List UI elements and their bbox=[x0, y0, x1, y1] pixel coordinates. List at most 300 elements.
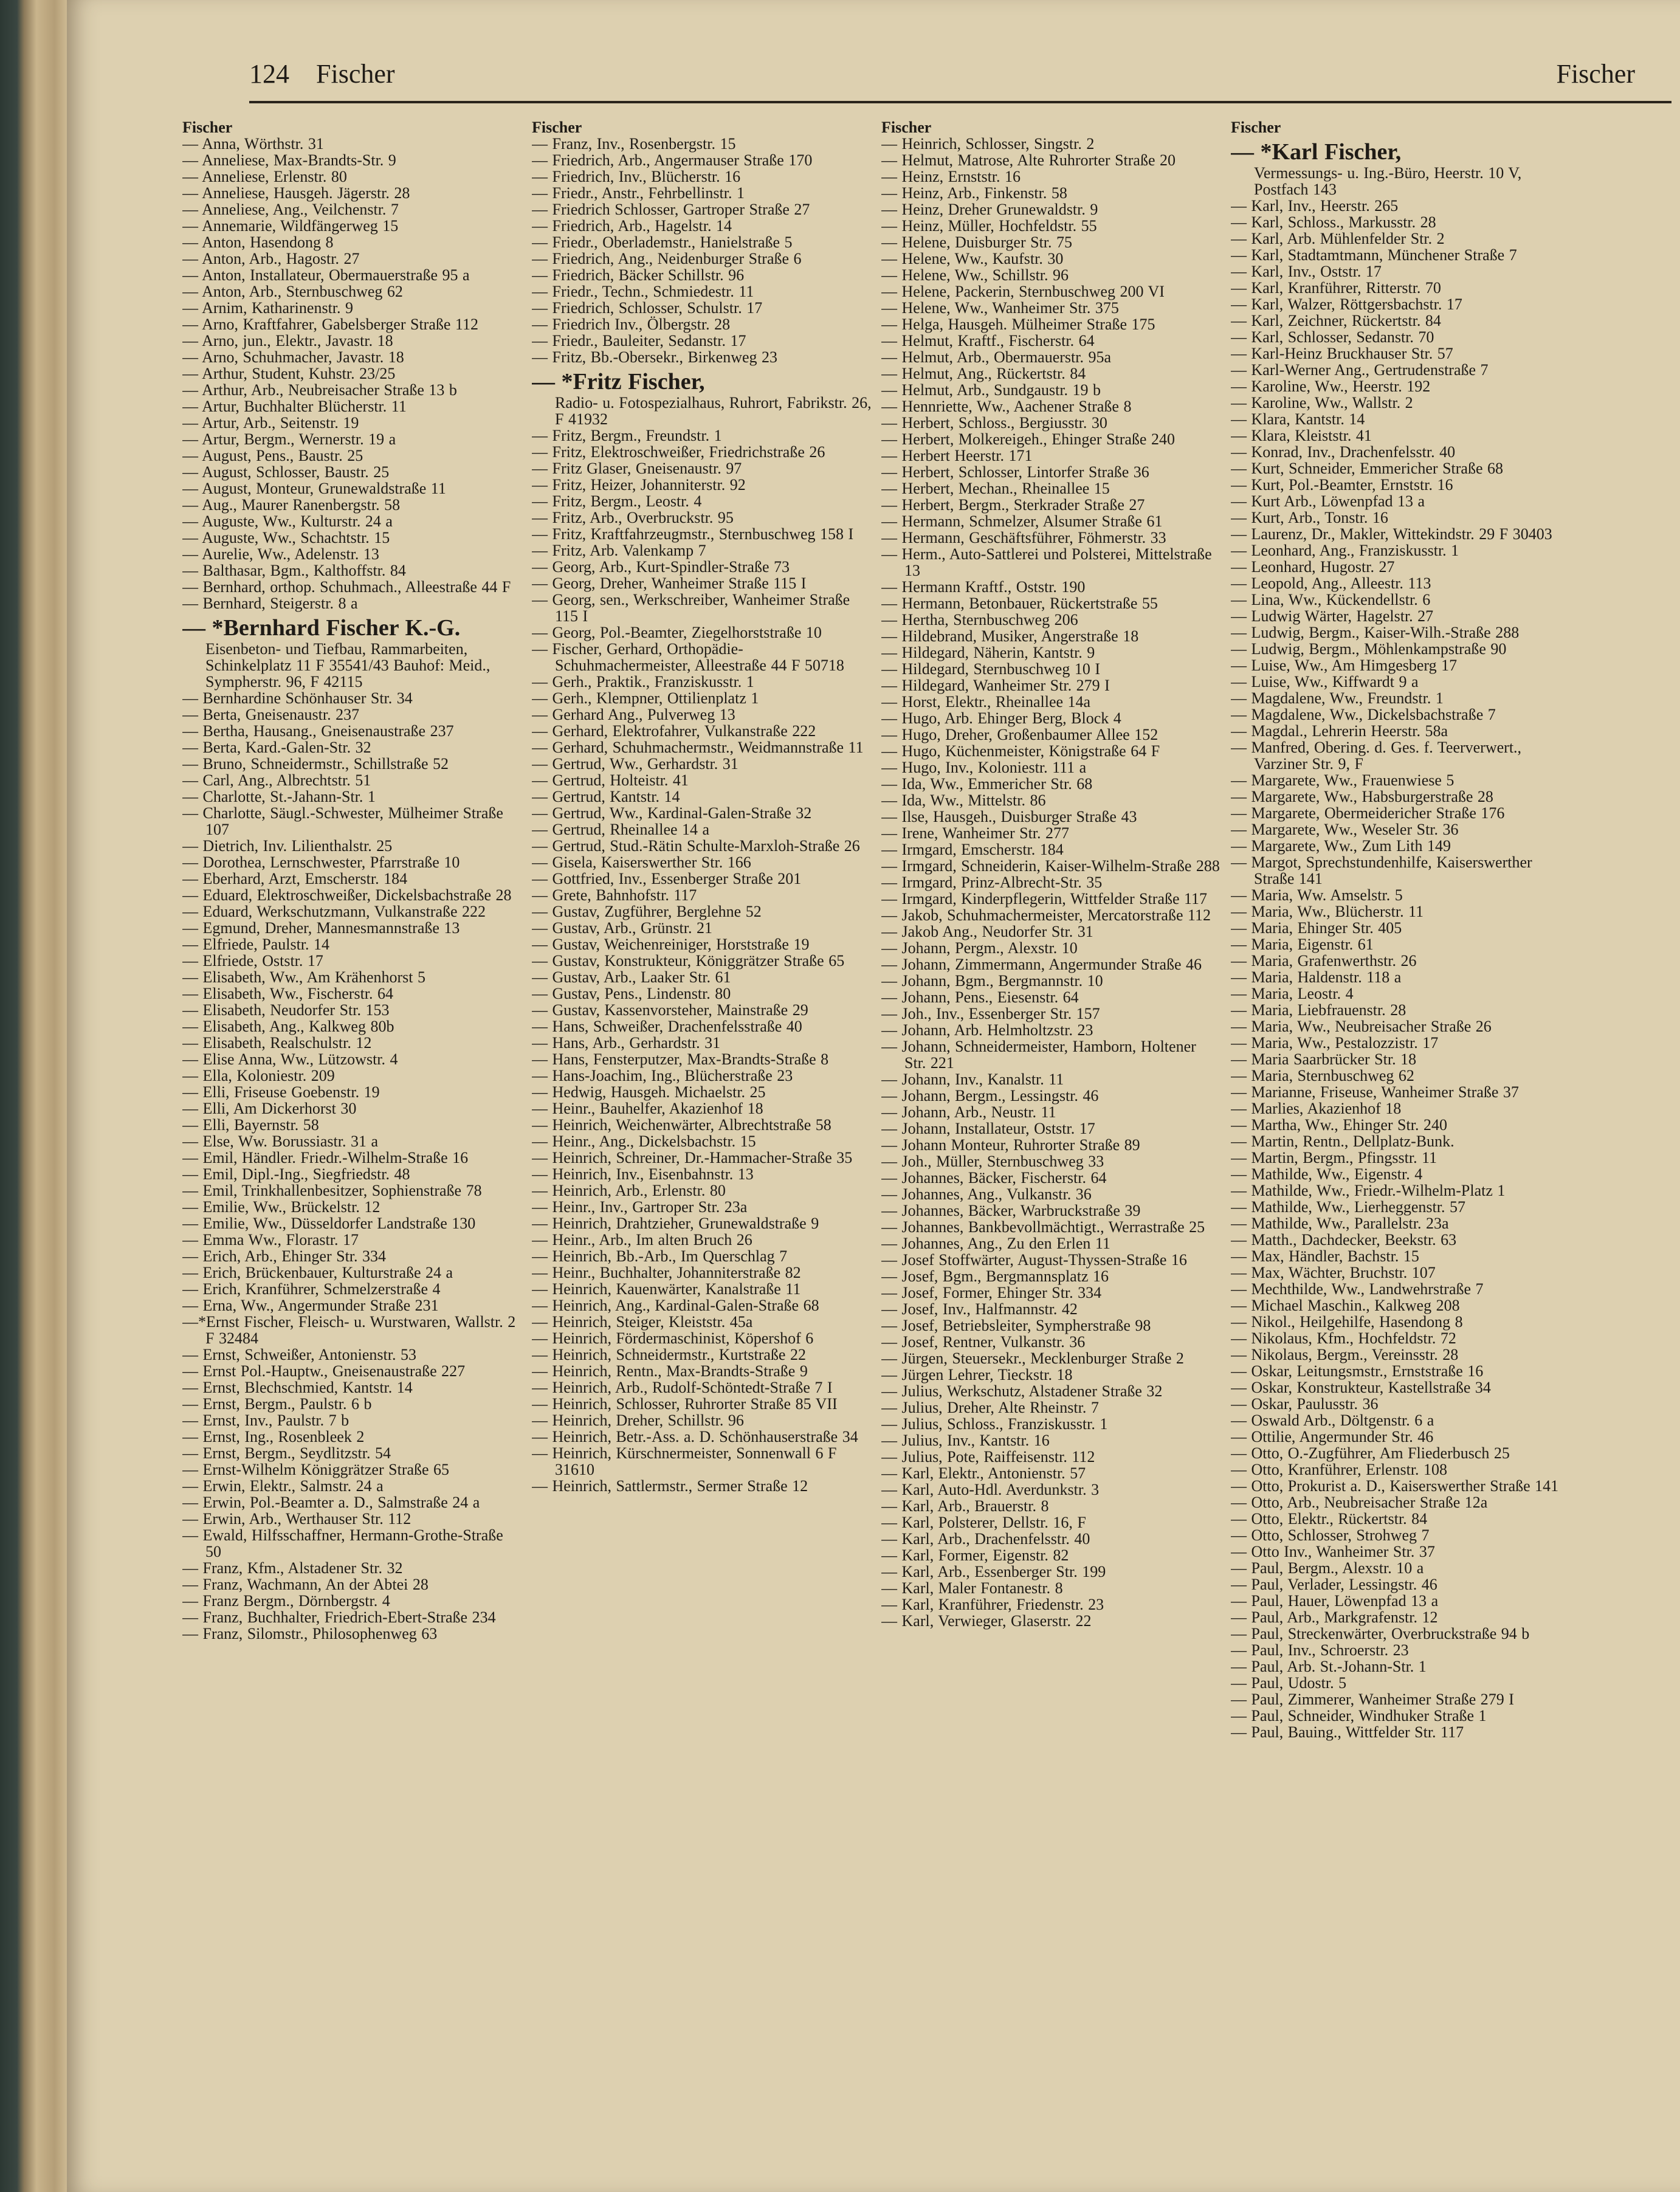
directory-entry: — Elisabeth, Ww., Fischerstr. 64 bbox=[182, 985, 394, 1002]
directory-entry: — Emilie, Ww., Brückelstr. 12 bbox=[182, 1198, 380, 1216]
business-name: — *Bernhard Fischer K.-G. bbox=[182, 615, 461, 641]
directory-entry: — Dorothea, Lernschwester, Pfarrstraße 10 bbox=[182, 853, 460, 871]
directory-entry: — Eberhard, Arzt, Emscherstr. 184 bbox=[182, 870, 408, 887]
directory-entry: — Artur, Arb., Seitenstr. 19 bbox=[182, 414, 359, 432]
directory-entry: — Auguste, Ww., Kulturstr. 24 a bbox=[182, 512, 393, 530]
directory-entry: — Ernst, Bergm., Seydlitzstr. 54 bbox=[182, 1444, 391, 1462]
directory-entry: — Grete, Bahnhofstr. 117 bbox=[532, 886, 697, 904]
directory-entry: — Hildegard, Wanheimer Str. 279 I bbox=[881, 677, 1110, 694]
directory-entry: — Artur, Bergm., Wernerstr. 19 a bbox=[182, 430, 396, 448]
directory-entry: — Eduard, Elektroschweißer, Dickelsbachstraße 28 bbox=[182, 886, 512, 904]
directory-entry: — Johannes, Bankbevollmächtigt., Werrastraße 25 bbox=[881, 1218, 1205, 1236]
directory-entry: — Luise, Ww., Kiffwardt 9 a bbox=[1231, 673, 1419, 691]
directory-entry: — Josef, Inv., Halfmannstr. 42 bbox=[881, 1300, 1078, 1318]
directory-entry: — Gerh., Klempner, Ottilienplatz 1 bbox=[532, 689, 759, 707]
directory-entry: — Karl, Verwieger, Glaserstr. 22 bbox=[881, 1612, 1092, 1630]
directory-entry: — Heinrich, Bb.-Arb., Im Querschlag 7 bbox=[532, 1247, 788, 1265]
directory-entry: — Magdalene, Ww., Freundstr. 1 bbox=[1231, 689, 1444, 707]
column-1 bbox=[182, 119, 523, 2174]
directory-columns bbox=[182, 119, 1605, 2174]
directory-entry: — Arno, jun., Elektr., Javastr. 18 bbox=[182, 332, 393, 350]
directory-entry: — Heinz, Ernststr. 16 bbox=[881, 168, 1021, 185]
directory-entry: — Paul, Zimmerer, Wanheimer Straße 279 I bbox=[1231, 1691, 1514, 1708]
directory-entry: — Johann, Arb. Helmholtzstr. 23 bbox=[881, 1021, 1093, 1039]
directory-entry: — Hennriette, Ww., Aachener Straße 8 bbox=[881, 398, 1132, 415]
directory-entry: — Annemarie, Wildfängerweg 15 bbox=[182, 217, 399, 235]
directory-entry: — Heinrich, Schneidermstr., Kurtstraße 22 bbox=[532, 1346, 806, 1363]
directory-entry: — Hermann Kraftf., Oststr. 190 bbox=[881, 578, 1086, 596]
directory-entry: — Hedwig, Hausgeh. Michaelstr. 25 bbox=[532, 1083, 766, 1101]
directory-entry: — Hildegard, Sternbuschweg 10 I bbox=[881, 660, 1100, 678]
directory-entry: — Heinrich, Betr.-Ass. a. D. Schönhauserstraße 34 bbox=[532, 1428, 858, 1446]
directory-entry: — Hertha, Sternbuschweg 206 bbox=[881, 611, 1078, 629]
directory-entry: — Johann, Pens., Eiesenstr. 64 bbox=[881, 988, 1079, 1006]
directory-entry: — Gerh., Praktik., Franziskusstr. 1 bbox=[532, 673, 754, 691]
directory-entry: — August, Schlosser, Baustr. 25 bbox=[182, 463, 390, 481]
directory-entry: — Elfriede, Paulstr. 14 bbox=[182, 936, 330, 953]
directory-entry: — Emil, Dipl.-Ing., Siegfriedstr. 48 bbox=[182, 1165, 410, 1183]
directory-entry: — Helene, Ww., Kaufstr. 30 bbox=[881, 250, 1064, 267]
directory-entry: — Johann Monteur, Ruhrorter Straße 89 bbox=[881, 1136, 1140, 1154]
directory-entry: — Klara, Kantstr. 14 bbox=[1231, 410, 1365, 428]
directory-entry: — Karl, Auto-Hdl. Averdunkstr. 3 bbox=[881, 1481, 1100, 1498]
directory-entry: — Heinr., Ang., Dickelsbachstr. 15 bbox=[532, 1132, 756, 1150]
directory-entry: — Julius, Schloss., Franziskusstr. 1 bbox=[881, 1415, 1108, 1433]
directory-entry: — Margarete, Ww., Frauenwiese 5 bbox=[1231, 771, 1455, 789]
business-entry bbox=[532, 369, 872, 427]
directory-entry: — Josef, Rentner, Vulkanstr. 36 bbox=[881, 1333, 1086, 1351]
directory-entry: — Bernhardine Schönhauser Str. 34 bbox=[182, 689, 413, 707]
directory-entry: — Balthasar, Bgm., Kalthoffstr. 84 bbox=[182, 562, 406, 579]
directory-entry: — Elli, Friseuse Goebenstr. 19 bbox=[182, 1083, 380, 1101]
directory-entry: — Hans, Arb., Gerhardstr. 31 bbox=[532, 1034, 721, 1052]
directory-entry: — Anton, Installateur, Obermauerstraße 95 a bbox=[182, 266, 470, 284]
directory-entry: — Anneliese, Hausgeh. Jägerstr. 28 bbox=[182, 184, 410, 202]
directory-entry: — Gerhard, Schuhmachermstr., Weidmannstraße 11 bbox=[532, 739, 864, 756]
directory-entry: — Otto, Prokurist a. D., Kaiserswerther Straße 141 bbox=[1231, 1477, 1559, 1495]
directory-entry: — Erich, Kranführer, Schmelzerstraße 4 bbox=[182, 1280, 441, 1298]
directory-entry: — Karl-Heinz Bruckhauser Str. 57 bbox=[1231, 345, 1453, 362]
directory-entry: — Elisabeth, Ang., Kalkweg 80b bbox=[182, 1018, 394, 1035]
directory-entry: — Anton, Hasendong 8 bbox=[182, 233, 334, 251]
directory-entry: — Otto, Kranführer, Erlenstr. 108 bbox=[1231, 1461, 1448, 1478]
directory-entry: — Arno, Kraftfahrer, Gabelsberger Straße 112 bbox=[182, 315, 478, 333]
directory-entry: — Hermann, Betonbauer, Rückertstraße 55 bbox=[881, 595, 1158, 612]
directory-entry: — Marlies, Akazienhof 18 bbox=[1231, 1100, 1402, 1117]
directory-entry: — Heinrich, Dreher, Schillstr. 96 bbox=[532, 1411, 744, 1429]
directory-entry: — Gustav, Pens., Lindenstr. 80 bbox=[532, 985, 731, 1002]
directory-entry: — Ella, Koloniestr. 209 bbox=[182, 1067, 335, 1084]
directory-entry: — Helmut, Ang., Rückertstr. 84 bbox=[881, 365, 1086, 382]
directory-entry: — Arnim, Katharinenstr. 9 bbox=[182, 299, 354, 317]
directory-entry: — Martha, Ww., Ehinger Str. 240 bbox=[1231, 1116, 1447, 1134]
directory-entry: — Karl, Inv., Oststr. 17 bbox=[1231, 263, 1382, 280]
directory-entry: — Gerhard Ang., Pulverweg 13 bbox=[532, 706, 735, 723]
directory-entry: — Heinz, Müller, Hochfeldstr. 55 bbox=[881, 217, 1097, 235]
directory-entry: — Maria Saarbrücker Str. 18 bbox=[1231, 1050, 1417, 1068]
directory-entry: — Kurt, Schneider, Emmericher Straße 68 bbox=[1231, 460, 1503, 477]
directory-entry: — Johannes, Bäcker, Warbruckstraße 39 bbox=[881, 1202, 1141, 1219]
directory-entry: — Heinrich, Arb., Rudolf-Schöntedt-Straße 7 I bbox=[532, 1379, 833, 1396]
directory-entry: — Heinz, Arb., Finkenstr. 58 bbox=[881, 184, 1067, 202]
directory-entry: — Gerhard, Elektrofahrer, Vulkanstraße 222 bbox=[532, 722, 816, 740]
directory-entry: — Margarete, Obermeidericher Straße 176 bbox=[1231, 804, 1505, 822]
business-details: Vermessungs- u. Ing.-Büro, Heerstr. 10 V, Postfach 143 bbox=[1254, 164, 1522, 198]
directory-entry: — Karl, Zeichner, Rückertstr. 84 bbox=[1231, 312, 1441, 329]
directory-entry: — Maria, Grafenwerthstr. 26 bbox=[1231, 952, 1417, 970]
directory-entry: — Paul, Verlader, Lessingstr. 46 bbox=[1231, 1576, 1437, 1593]
directory-entry: — Fritz, Elektroschweißer, Friedrichstraße 26 bbox=[532, 443, 825, 461]
directory-entry: — Heinrich, Drahtzieher, Grunewaldstraße 9 bbox=[532, 1215, 819, 1232]
directory-entry: — Ilse, Hausgeh., Duisburger Straße 43 bbox=[881, 808, 1137, 825]
directory-entry: — Gustav, Kassenvorsteher, Mainstraße 29 bbox=[532, 1001, 808, 1019]
directory-entry: — Paul, Streckenwärter, Overbruckstraße 94 b bbox=[1231, 1625, 1530, 1642]
directory-entry: — Oskar, Konstrukteur, Kastellstraße 34 bbox=[1231, 1379, 1491, 1396]
directory-entry: — Fritz, Bb.-Obersekr., Birkenweg 23 bbox=[532, 348, 778, 366]
directory-entry: — Irene, Wanheimer Str. 277 bbox=[881, 824, 1070, 842]
directory-entry: — Mechthilde, Ww., Landwehrstraße 7 bbox=[1231, 1280, 1484, 1298]
running-head-right: Fischer bbox=[1556, 59, 1635, 89]
column-4 bbox=[1231, 119, 1571, 2174]
directory-entry: — Anton, Arb., Hagostr. 27 bbox=[182, 250, 360, 267]
directory-entry: — Lina, Ww., Kückendellstr. 6 bbox=[1231, 591, 1431, 608]
directory-entry: — Max, Wächter, Bruchstr. 107 bbox=[1231, 1264, 1436, 1281]
directory-entry: — Ludwig, Bergm., Kaiser-Wilh.-Straße 288 bbox=[1231, 624, 1520, 641]
directory-entry: — Maria, Leostr. 4 bbox=[1231, 985, 1354, 1002]
directory-entry: — Arno, Schuhmacher, Javastr. 18 bbox=[182, 348, 404, 366]
directory-entry: — Ernst, Schweißer, Antonienstr. 53 bbox=[182, 1346, 416, 1363]
running-head-left: Fischer bbox=[316, 59, 395, 89]
directory-entry: — Maria, Haldenstr. 118 a bbox=[1231, 968, 1402, 986]
directory-entry: — Gisela, Kaiserswerther Str. 166 bbox=[532, 853, 751, 871]
directory-entry: —*Ernst Fischer, Fleisch- u. Wurstwaren, Wallstr. 2 F 32484 bbox=[182, 1313, 516, 1347]
directory-entry: — Heinr., Arb., Im alten Bruch 26 bbox=[532, 1231, 752, 1249]
directory-entry: — Hermann, Schmelzer, Alsumer Straße 61 bbox=[881, 512, 1163, 530]
directory-entry: — Paul, Arb., Markgrafenstr. 12 bbox=[1231, 1608, 1438, 1626]
directory-entry: — Joh., Müller, Sternbuschweg 33 bbox=[881, 1153, 1104, 1170]
directory-entry: — Josef Stoffwärter, August-Thyssen-Straße 16 bbox=[881, 1251, 1187, 1269]
directory-entry: — Fritz, Heizer, Johanniterstr. 92 bbox=[532, 476, 746, 494]
directory-entry: — Erich, Brückenbauer, Kulturstraße 24 a bbox=[182, 1264, 453, 1281]
directory-entry: — Gottfried, Inv., Essenberger Straße 201 bbox=[532, 870, 802, 887]
directory-entry: — Franz, Buchhalter, Friedrich-Ebert-Straße 234 bbox=[182, 1608, 496, 1626]
directory-entry: — Konrad, Inv., Drachenfelsstr. 40 bbox=[1231, 443, 1456, 461]
directory-entry: — Herbert, Mechan., Rheinallee 15 bbox=[881, 480, 1110, 497]
directory-entry: — Fischer, Gerhard, Orthopädie-Schuhmachermeister, Alleestraße 44 F 50718 bbox=[532, 640, 844, 674]
directory-entry: — Magdalene, Ww., Dickelsbachstraße 7 bbox=[1231, 706, 1496, 723]
directory-entry: — Oswald Arb., Döltgenstr. 6 a bbox=[1231, 1411, 1434, 1429]
directory-entry: — Martin, Bergm., Pfingsstr. 11 bbox=[1231, 1149, 1437, 1167]
directory-entry: — Georg, Pol.-Beamter, Ziegelhorststraße 10 bbox=[532, 624, 822, 641]
directory-entry: — Josef, Former, Ehinger Str. 334 bbox=[881, 1284, 1102, 1301]
directory-entry: — Nikolaus, Kfm., Hochfeldstr. 72 bbox=[1231, 1329, 1456, 1347]
directory-entry: — Matth., Dachdecker, Beekstr. 63 bbox=[1231, 1231, 1457, 1249]
directory-entry: — Friedrich, Arb., Angermauser Straße 170 bbox=[532, 151, 813, 169]
directory-entry: — Emil, Trinkhallenbesitzer, Sophienstraße 78 bbox=[182, 1182, 482, 1199]
directory-entry: — Franz, Inv., Rosenbergstr. 15 bbox=[532, 135, 736, 153]
directory-entry: — Helene, Duisburger Str. 75 bbox=[881, 233, 1073, 251]
directory-entry: — Artur, Buchhalter Blücherstr. 11 bbox=[182, 398, 407, 415]
directory-entry: — Heinrich, Schlosser, Ruhrorter Straße 85 VII bbox=[532, 1395, 838, 1413]
directory-entry: — Heinrich, Schreiner, Dr.-Hammacher-Straße 35 bbox=[532, 1149, 853, 1167]
directory-entry: — Fritz, Arb., Overbruckstr. 95 bbox=[532, 509, 734, 526]
directory-entry: — Fritz, Arb. Valenkamp 7 bbox=[532, 542, 706, 559]
column-heading: Fischer bbox=[182, 119, 233, 136]
directory-entry: — Bernhard, orthop. Schuhmach., Alleestraße 44 F bbox=[182, 578, 511, 596]
directory-entry: — Ernst-Wilhelm Königgrätzer Straße 65 bbox=[182, 1461, 450, 1478]
directory-entry: — Herm., Auto-Sattlerei und Polsterei, Mittelstraße 13 bbox=[881, 545, 1212, 579]
directory-entry: — Herbert, Bergm., Sterkrader Straße 27 bbox=[881, 496, 1145, 514]
directory-entry: — Hildebrand, Musiker, Angerstraße 18 bbox=[881, 627, 1139, 645]
directory-entry: — Else, Ww. Borussiastr. 31 a bbox=[182, 1132, 379, 1150]
directory-entry: — Jakob, Schuhmachermeister, Mercatorstraße 112 bbox=[881, 906, 1211, 924]
page-header bbox=[249, 58, 1671, 103]
directory-entry: — Anneliese, Ang., Veilchenstr. 7 bbox=[182, 201, 399, 218]
directory-entry: — Gustav, Konstrukteur, Königgrätzer Straße 65 bbox=[532, 952, 845, 970]
directory-entry: — Irmgard, Emscherstr. 184 bbox=[881, 841, 1064, 858]
directory-entry: — Elisabeth, Neudorfer Str. 153 bbox=[182, 1001, 390, 1019]
directory-entry: — Heinrich, Rentn., Max-Brandts-Straße 9 bbox=[532, 1362, 808, 1380]
directory-entry: — Heinrich, Kauenwärter, Kanalstraße 11 bbox=[532, 1280, 801, 1298]
directory-entry: — Oskar, Paulusstr. 36 bbox=[1231, 1395, 1379, 1413]
directory-entry: — Heinrich, Fördermaschinist, Köpershof 6 bbox=[532, 1329, 814, 1347]
directory-entry: — Helene, Packerin, Sternbuschweg 200 VI bbox=[881, 283, 1165, 300]
directory-entry: — Magdal., Lehrerin Heerstr. 58a bbox=[1231, 722, 1448, 740]
directory-entry: — Auguste, Ww., Schachtstr. 15 bbox=[182, 529, 390, 546]
directory-entry: — Josef, Betriebsleiter, Sympherstraße 98 bbox=[881, 1317, 1151, 1334]
directory-entry: — Paul, Hauer, Löwenpfad 13 a bbox=[1231, 1592, 1439, 1610]
directory-entry: — Ludwig, Bergm., Möhlenkampstraße 90 bbox=[1231, 640, 1507, 658]
column-heading: Fischer bbox=[532, 119, 582, 136]
directory-entry: — Mathilde, Ww., Parallelstr. 23a bbox=[1231, 1215, 1449, 1232]
directory-entry: — Karl, Arb., Drachenfelsstr. 40 bbox=[881, 1530, 1090, 1548]
directory-entry: — Paul, Udostr. 5 bbox=[1231, 1674, 1347, 1692]
directory-entry: — Jakob Ang., Neudorfer Str. 31 bbox=[881, 923, 1093, 940]
directory-entry: — Mathilde, Ww., Lierheggenstr. 57 bbox=[1231, 1198, 1465, 1216]
column-2 bbox=[532, 119, 872, 2174]
directory-entry: — Margot, Sprechstundenhilfe, Kaiserswerther Straße 141 bbox=[1231, 853, 1532, 887]
directory-entry: — Kurt, Arb., Tonstr. 16 bbox=[1231, 509, 1388, 526]
directory-entry: — Emil, Händler. Friedr.-Wilhelm-Straße 16 bbox=[182, 1149, 469, 1167]
directory-entry: — Karl, Stadtamtmann, Münchener Straße 7 bbox=[1231, 246, 1517, 264]
directory-entry: — Maria, Eigenstr. 61 bbox=[1231, 936, 1374, 953]
directory-entry: — Luise, Ww., Am Himgesberg 17 bbox=[1231, 657, 1458, 674]
directory-entry: — Leonhard, Hugostr. 27 bbox=[1231, 558, 1395, 576]
directory-entry: — Aurelie, Ww., Adelenstr. 13 bbox=[182, 545, 379, 563]
directory-entry: — Fritz, Bergm., Leostr. 4 bbox=[532, 492, 702, 510]
directory-entry: — Franz, Wachmann, An der Abtei 28 bbox=[182, 1576, 429, 1593]
directory-entry: — Franz, Silomstr., Philosophenweg 63 bbox=[182, 1625, 438, 1642]
directory-entry: — Eduard, Werkschutzmann, Vulkanstraße 222 bbox=[182, 903, 486, 920]
directory-entry: — Ida, Ww., Mittelstr. 86 bbox=[881, 791, 1046, 809]
directory-entry: — Heinrich, Weichenwärter, Albrechtstraße 58 bbox=[532, 1116, 831, 1134]
directory-entry: — Johann, Bgm., Bergmannstr. 10 bbox=[881, 972, 1103, 990]
directory-entry: — Gustav, Zugführer, Berglehne 52 bbox=[532, 903, 762, 920]
directory-entry: — Johann, Pergm., Alexstr. 10 bbox=[881, 939, 1078, 957]
directory-entry: — Margarete, Ww., Habsburgerstraße 28 bbox=[1231, 788, 1493, 805]
directory-entry: — Julius, Pote, Raiffeisenstr. 112 bbox=[881, 1448, 1095, 1466]
directory-entry: — Karl, Schloss., Markusstr. 28 bbox=[1231, 213, 1436, 231]
directory-entry: — Karl, Elektr., Antonienstr. 57 bbox=[881, 1464, 1086, 1482]
directory-entry: — Max, Händler, Bachstr. 15 bbox=[1231, 1247, 1419, 1265]
directory-entry: — Friedrich, Schlosser, Schulstr. 17 bbox=[532, 299, 763, 317]
directory-entry: — Heinr., Bauhelfer, Akazienhof 18 bbox=[532, 1100, 763, 1117]
business-entry bbox=[1231, 139, 1571, 198]
directory-entry: — Anton, Arb., Sternbuschweg 62 bbox=[182, 283, 403, 300]
directory-entry: — Erich, Arb., Ehinger Str. 334 bbox=[182, 1247, 387, 1265]
directory-entry: — Franz Bergm., Dörnbergstr. 4 bbox=[182, 1592, 390, 1610]
directory-entry: — Horst, Elektr., Rheinallee 14a bbox=[881, 693, 1091, 711]
directory-entry: — Ida, Ww., Emmericher Str. 68 bbox=[881, 775, 1093, 793]
directory-entry: — Helene, Ww., Wanheimer Str. 375 bbox=[881, 299, 1119, 317]
directory-entry: — Anneliese, Erlenstr. 80 bbox=[182, 168, 347, 185]
directory-entry: — Gertrud, Holteistr. 41 bbox=[532, 771, 689, 789]
directory-entry: — Hans-Joachim, Ing., Blücherstraße 23 bbox=[532, 1067, 793, 1084]
directory-entry: — Johann, Zimmermann, Angermunder Straße 46 bbox=[881, 956, 1202, 973]
directory-entry: — Aug., Maurer Ranenbergstr. 58 bbox=[182, 496, 401, 514]
directory-entry: — Erwin, Arb., Werthauser Str. 112 bbox=[182, 1510, 411, 1528]
directory-entry: — Charlotte, St.-Jahann-Str. 1 bbox=[182, 788, 376, 805]
directory-entry: — Friedr., Techn., Schmiedestr. 11 bbox=[532, 283, 754, 300]
directory-entry: — Josef, Bgm., Bergmannsplatz 16 bbox=[881, 1267, 1109, 1285]
directory-entry: — Maria, Ww., Neubreisacher Straße 26 bbox=[1231, 1018, 1492, 1035]
directory-entry: — Heinz, Dreher Grunewaldstr. 9 bbox=[881, 201, 1098, 218]
directory-entry: — Hildegard, Näherin, Kantstr. 9 bbox=[881, 644, 1095, 661]
directory-entry: — Maria, Ww., Blücherstr. 11 bbox=[1231, 903, 1424, 920]
directory-entry: — Karl, Schlosser, Sedanstr. 70 bbox=[1231, 328, 1434, 346]
directory-entry: — Gertrud, Ww., Gerhardstr. 31 bbox=[532, 755, 738, 773]
directory-entry: — Karl, Former, Eigenstr. 82 bbox=[881, 1546, 1069, 1564]
directory-entry: — Leonhard, Ang., Franziskusstr. 1 bbox=[1231, 542, 1459, 559]
directory-entry: — Emilie, Ww., Düsseldorfer Landstraße 130 bbox=[182, 1215, 476, 1232]
directory-entry: — Georg, sen., Werkschreiber, Wanheimer Straße 115 I bbox=[532, 591, 850, 625]
directory-entry: — Karl, Maler Fontanestr. 8 bbox=[881, 1579, 1063, 1597]
directory-entry: — Gertrud, Rheinallee 14 a bbox=[532, 821, 710, 838]
directory-entry: — Carl, Ang., Albrechtstr. 51 bbox=[182, 771, 371, 789]
directory-entry: — Hermann, Geschäftsführer, Föhmerstr. 33 bbox=[881, 529, 1166, 546]
directory-entry: — Gustav, Weichenreiniger, Horststraße 19 bbox=[532, 936, 810, 953]
directory-entry: — Friedrich, Arb., Hagelstr. 14 bbox=[532, 217, 732, 235]
directory-entry: — Karl, Kranführer, Ritterstr. 70 bbox=[1231, 279, 1441, 297]
business-name: — *Fritz Fischer, bbox=[532, 369, 705, 395]
directory-entry: — Paul, Bauing., Wittfelder Str. 117 bbox=[1231, 1723, 1464, 1741]
directory-entry: — Gertrud, Kantstr. 14 bbox=[532, 788, 680, 805]
directory-entry: — Friedr., Oberlademstr., Hanielstraße 5 bbox=[532, 233, 793, 251]
directory-entry: — Heinrich, Kürschnermeister, Sonnenwall 6 F 31610 bbox=[532, 1444, 837, 1478]
directory-entry: — Martin, Rentn., Dellplatz-Bunk. bbox=[1231, 1132, 1455, 1150]
directory-entry: — Hugo, Dreher, Großenbaumer Allee 152 bbox=[881, 726, 1158, 743]
directory-entry: — Friedrich Schlosser, Gartroper Straße 27 bbox=[532, 201, 810, 218]
directory-entry: — Heinrich, Sattlermstr., Sermer Straße 12 bbox=[532, 1477, 808, 1495]
directory-entry: — Karl, Arb., Brauerstr. 8 bbox=[881, 1497, 1049, 1515]
directory-entry: — Klara, Kleiststr. 41 bbox=[1231, 427, 1372, 444]
directory-entry: — Anna, Wörthstr. 31 bbox=[182, 135, 324, 153]
directory-entry: — Mathilde, Ww., Eigenstr. 4 bbox=[1231, 1165, 1423, 1183]
directory-entry: — Nikol., Heilgehilfe, Hasendong 8 bbox=[1231, 1313, 1463, 1331]
directory-entry: — August, Monteur, Grunewaldstraße 11 bbox=[182, 480, 446, 497]
directory-entry: — Heinrich, Arb., Erlenstr. 80 bbox=[532, 1182, 726, 1199]
directory-entry: — Ernst Pol.-Hauptw., Gneisenaustraße 227 bbox=[182, 1362, 466, 1380]
directory-entry: — Berta, Kard.-Galen-Str. 32 bbox=[182, 739, 371, 756]
directory-entry: — Karoline, Ww., Wallstr. 2 bbox=[1231, 394, 1413, 412]
directory-entry: — Otto, O.-Zugführer, Am Fliederbusch 25 bbox=[1231, 1444, 1510, 1462]
directory-entry: — Michael Maschin., Kalkweg 208 bbox=[1231, 1297, 1460, 1314]
directory-entry: — Erwin, Pol.-Beamter a. D., Salmstraße 24 a bbox=[182, 1494, 480, 1511]
directory-entry: — Elisabeth, Ww., Am Krähenhorst 5 bbox=[182, 968, 425, 986]
directory-entry: — Oskar, Leitungsmstr., Ernststraße 16 bbox=[1231, 1362, 1484, 1380]
directory-entry: — Heinrich, Inv., Eisenbahnstr. 13 bbox=[532, 1165, 754, 1183]
directory-entry: — Margarete, Ww., Weseler Str. 36 bbox=[1231, 821, 1459, 838]
column-3 bbox=[881, 119, 1222, 2174]
directory-entry: — Julius, Inv., Kantstr. 16 bbox=[881, 1432, 1050, 1449]
directory-entry: — Charlotte, Säugl.-Schwester, Mülheimer Straße 107 bbox=[182, 804, 503, 838]
directory-entry: — Hugo, Küchenmeister, Königstraße 64 F bbox=[881, 742, 1160, 760]
directory-entry: — Bernhard, Steigerstr. 8 a bbox=[182, 595, 358, 612]
directory-entry: — Berta, Gneisenaustr. 237 bbox=[182, 706, 360, 723]
directory-entry: — Maria, Sternbuschweg 62 bbox=[1231, 1067, 1414, 1084]
directory-entry: — Marianne, Friseuse, Wanheimer Straße 37 bbox=[1231, 1083, 1519, 1101]
directory-entry: — Gustav, Arb., Laaker Str. 61 bbox=[532, 968, 731, 986]
directory-entry: — Elise Anna, Ww., Lützowstr. 4 bbox=[182, 1050, 398, 1068]
directory-entry: — Friedr., Anstr., Fehrbellinstr. 1 bbox=[532, 184, 745, 202]
directory-entry: — Heinrich, Steiger, Kleiststr. 45a bbox=[532, 1313, 753, 1331]
directory-entry: — Paul, Arb. St.-Johann-Str. 1 bbox=[1231, 1658, 1427, 1675]
directory-entry: — Bruno, Schneidermstr., Schillstraße 52 bbox=[182, 755, 449, 773]
directory-entry: — Karl, Arb., Essenberger Str. 199 bbox=[881, 1563, 1106, 1580]
directory-entry: — August, Pens., Baustr. 25 bbox=[182, 447, 363, 464]
directory-entry: — Kurt Arb., Löwenpfad 13 a bbox=[1231, 492, 1425, 510]
directory-entry: — Friedrich, Ang., Neidenburger Straße 6 bbox=[532, 250, 802, 267]
directory-entry: — Friedrich Inv., Ölbergstr. 28 bbox=[532, 315, 731, 333]
directory-entry: — Maria, Ww. Amselstr. 5 bbox=[1231, 886, 1403, 904]
directory-entry: — Fritz, Bergm., Freundstr. 1 bbox=[532, 427, 722, 444]
directory-entry: — Johannes, Ang., Zu den Erlen 11 bbox=[881, 1235, 1110, 1252]
directory-entry: — Fritz Glaser, Gneisenaustr. 97 bbox=[532, 460, 742, 477]
directory-entry: — Johannes, Ang., Vulkanstr. 36 bbox=[881, 1185, 1092, 1203]
directory-entry: — Karoline, Ww., Heerstr. 192 bbox=[1231, 377, 1431, 395]
directory-entry: — Maria, Liebfrauenstr. 28 bbox=[1231, 1001, 1406, 1019]
directory-entry: — Bertha, Hausang., Gneisenaustraße 237 bbox=[182, 722, 454, 740]
directory-entry: — Helene, Ww., Schillstr. 96 bbox=[881, 266, 1069, 284]
directory-entry: — Emma Ww., Florastr. 17 bbox=[182, 1231, 359, 1249]
directory-entry: — Irmgard, Kinderpflegerin, Wittfelder Straße 117 bbox=[881, 890, 1208, 908]
directory-entry: — Manfred, Obering. d. Ges. f. Teerverwert., Varziner Str. 9, F bbox=[1231, 739, 1522, 773]
directory-entry: — Margarete, Ww., Zum Lith 149 bbox=[1231, 837, 1451, 855]
directory-entry: — Helmut, Kraftf., Fischerstr. 64 bbox=[881, 332, 1095, 350]
directory-entry: — Karl, Walzer, Röttgersbachstr. 17 bbox=[1231, 295, 1462, 313]
directory-entry: — Maria, Ehinger Str. 405 bbox=[1231, 919, 1402, 937]
directory-entry: — Johann, Installateur, Oststr. 17 bbox=[881, 1120, 1095, 1137]
directory-entry: — Herbert, Schloss., Bergiusstr. 30 bbox=[881, 414, 1107, 432]
directory-entry: — Heinr., Inv., Gartroper Str. 23a bbox=[532, 1198, 748, 1216]
directory-entry: — Karl, Kranführer, Friedenstr. 23 bbox=[881, 1596, 1104, 1613]
directory-entry: — Jürgen Lehrer, Tieckstr. 18 bbox=[881, 1366, 1073, 1384]
directory-entry: — Anneliese, Max-Brandts-Str. 9 bbox=[182, 151, 396, 169]
directory-entry: — Karl, Inv., Heerstr. 265 bbox=[1231, 197, 1399, 215]
directory-entry: — Herbert, Molkereigeh., Ehinger Straße 240 bbox=[881, 430, 1175, 448]
page-number: 124 bbox=[249, 59, 289, 89]
directory-entry: — Franz, Kfm., Alstadener Str. 32 bbox=[182, 1559, 403, 1577]
directory-entry: — Paul, Schneider, Windhuker Straße 1 bbox=[1231, 1707, 1487, 1725]
directory-entry: — Elisabeth, Realschulstr. 12 bbox=[182, 1034, 372, 1052]
directory-entry: — Irmgard, Prinz-Albrecht-Str. 35 bbox=[881, 874, 1103, 891]
directory-entry: — Helmut, Matrose, Alte Ruhrorter Straße 20 bbox=[881, 151, 1176, 169]
directory-entry: — Maria, Ww., Pestalozzistr. 17 bbox=[1231, 1034, 1439, 1052]
directory-entry: — Ernst, Inv., Paulstr. 7 b bbox=[182, 1411, 349, 1429]
directory-entry: — Julius, Dreher, Alte Rheinstr. 7 bbox=[881, 1399, 1099, 1416]
directory-entry: — Elli, Bayernstr. 58 bbox=[182, 1116, 319, 1134]
directory-entry: — Leopold, Ang., Alleestr. 113 bbox=[1231, 574, 1431, 592]
